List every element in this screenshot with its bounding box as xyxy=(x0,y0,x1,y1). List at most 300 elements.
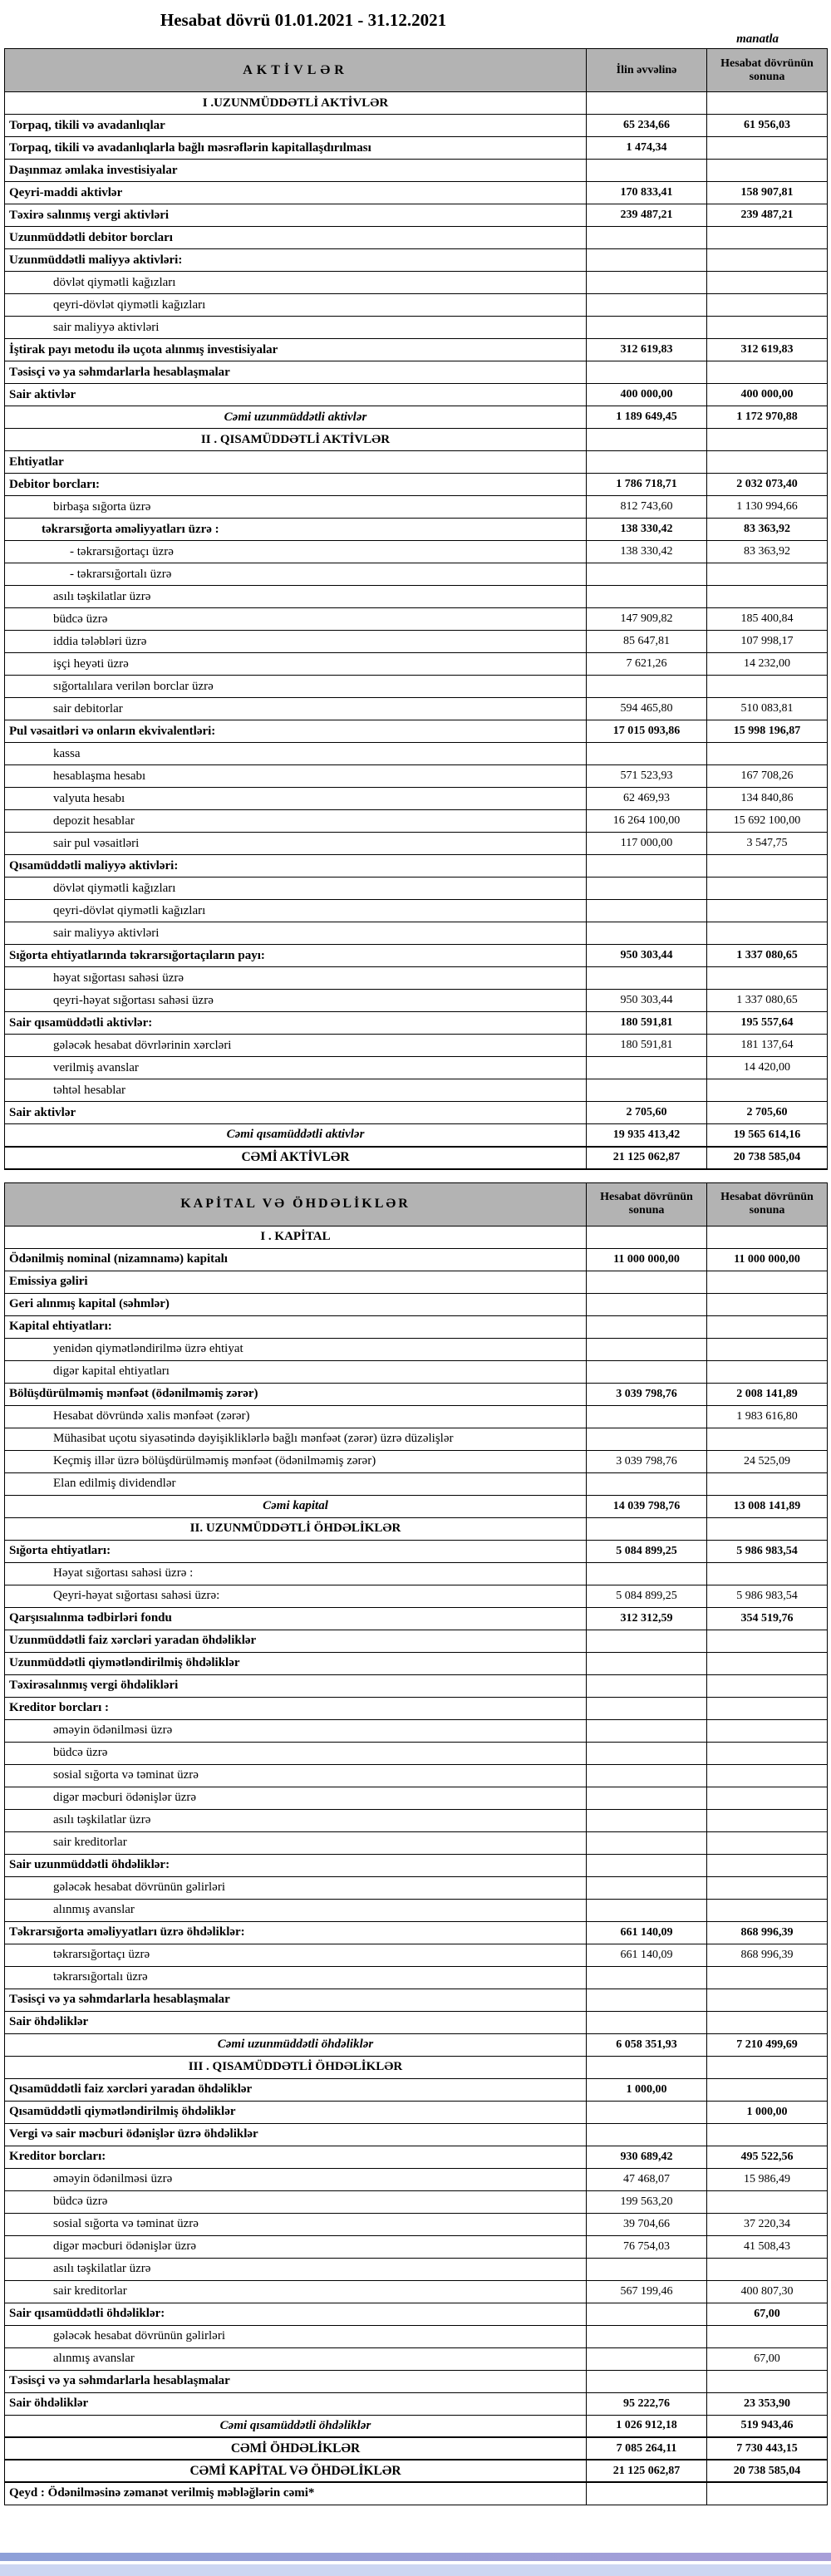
row-value-col2: 400 000,00 xyxy=(707,384,828,406)
row-value-col1: 117 000,00 xyxy=(587,833,707,855)
table-row xyxy=(5,833,828,855)
row-value-col1: 930 689,42 xyxy=(587,2146,707,2168)
row-label: sair debitorlar xyxy=(5,698,587,720)
row-value-col1: 199 563,20 xyxy=(587,2190,707,2213)
row-value-col1 xyxy=(587,294,707,317)
row-value-col1: 661 140,09 xyxy=(587,1921,707,1944)
row-label: alınmış avanslar xyxy=(5,2347,587,2370)
row-value-col1 xyxy=(587,967,707,990)
table-row xyxy=(5,1742,828,1764)
row-value-col2 xyxy=(707,1562,828,1585)
table-row xyxy=(5,1562,828,1585)
row-label: Kapital ehtiyatları: xyxy=(5,1315,587,1338)
table-row xyxy=(5,743,828,765)
row-value-col1: 39 704,66 xyxy=(587,2213,707,2235)
table-row xyxy=(5,2078,828,2101)
note-row xyxy=(5,2482,828,2505)
row-label: Qısamüddətli qiymətləndirilmiş öhdəliklər xyxy=(5,2101,587,2123)
row-value-col2 xyxy=(707,1271,828,1293)
row-value-col1 xyxy=(587,2011,707,2033)
table-row xyxy=(5,810,828,833)
row-value-col2 xyxy=(707,451,828,474)
row-label: III . QISAMÜDDƏTLİ ÖHDƏLİKLƏR xyxy=(5,2056,587,2078)
row-value-col1 xyxy=(587,855,707,878)
row-label: Qısamüddətli faiz xərcləri yaradan öhdəliklər xyxy=(5,2078,587,2101)
table-row xyxy=(5,294,828,317)
table-row xyxy=(5,698,828,720)
row-value-col1: 95 222,76 xyxy=(587,2392,707,2415)
row-value-col1 xyxy=(587,1428,707,1450)
table-row xyxy=(5,1057,828,1079)
table-row xyxy=(5,1787,828,1809)
row-value-col2: 15 692 100,00 xyxy=(707,810,828,833)
row-value-col2: 14 420,00 xyxy=(707,1057,828,1079)
table-row xyxy=(5,1248,828,1271)
table-row xyxy=(5,1944,828,1966)
row-label: Daşınmaz əmlaka investisiyalar xyxy=(5,160,587,182)
row-label: Sair aktivlər xyxy=(5,1102,587,1124)
table-row xyxy=(5,339,828,361)
row-value-col2 xyxy=(707,1854,828,1876)
row-value-col2: 15 998 196,87 xyxy=(707,720,828,743)
liabilities-header-col1: Hesabat dövrünün sonuna xyxy=(587,1182,707,1226)
table-row xyxy=(5,204,828,227)
row-value-col2 xyxy=(707,92,828,115)
table-row xyxy=(5,1899,828,1921)
row-label: həyat sığortası sahəsi üzrə xyxy=(5,967,587,990)
row-value-col2: 24 525,09 xyxy=(707,1450,828,1472)
row-value-col1: 661 140,09 xyxy=(587,1944,707,1966)
row-label: - təkrarsığortalı üzrə xyxy=(5,563,587,586)
row-value-col2 xyxy=(707,878,828,900)
table-row xyxy=(5,1450,828,1472)
table-row xyxy=(5,676,828,698)
footer-stripe-secondary xyxy=(0,2564,831,2576)
row-value-col2 xyxy=(707,1630,828,1652)
row-value-col1 xyxy=(587,227,707,249)
row-value-col1 xyxy=(587,1517,707,1540)
row-label: CƏMİ AKTİVLƏR xyxy=(5,1147,587,1169)
row-value-col2: 2 008 141,89 xyxy=(707,1383,828,1405)
row-label: iddia tələbləri üzrə xyxy=(5,631,587,653)
row-value-col1 xyxy=(587,2056,707,2078)
row-value-col2 xyxy=(707,1966,828,1989)
row-label: sığortalılara verilən borclar üzrə xyxy=(5,676,587,698)
table-row xyxy=(5,541,828,563)
assets-header-label: AKTİVLƏR xyxy=(5,49,587,92)
row-label: gələcək hesabat dövrünün gəlirləri xyxy=(5,1876,587,1899)
row-value-col1: 239 487,21 xyxy=(587,204,707,227)
table-row xyxy=(5,586,828,608)
total-row xyxy=(5,1124,828,1147)
table-row xyxy=(5,2190,828,2213)
row-label: Uzunmüddətli qiymətləndirilmiş öhdəliklər xyxy=(5,1652,587,1674)
row-value-col2 xyxy=(707,1360,828,1383)
row-value-col1: 2 705,60 xyxy=(587,1102,707,1124)
assets-header-col1: İlin əvvəlinə xyxy=(587,49,707,92)
row-value-col1: 1 786 718,71 xyxy=(587,474,707,496)
row-label: Cəmi uzunmüddətli öhdəliklər xyxy=(5,2033,587,2056)
row-label: Ödənilmiş nominal (nizamnamə) kapitalı xyxy=(5,1248,587,1271)
row-value-col1 xyxy=(587,1405,707,1428)
currency-note: manatla xyxy=(736,32,779,46)
table-row xyxy=(5,2392,828,2415)
row-label: Təsisçi və ya səhmdarlarla hesablaşmalar xyxy=(5,1989,587,2011)
row-value-col2: 495 522,56 xyxy=(707,2146,828,2168)
row-value-col1 xyxy=(587,1764,707,1787)
row-value-col2: 2 032 073,40 xyxy=(707,474,828,496)
row-value-col1 xyxy=(587,1338,707,1360)
row-label: təkrarsığorta əməliyyatları üzrə : xyxy=(5,519,587,541)
table-row xyxy=(5,1293,828,1315)
row-value-col1: 7 085 264,11 xyxy=(587,2437,707,2460)
row-value-col2: 195 557,64 xyxy=(707,1012,828,1035)
row-value-col1: 812 743,60 xyxy=(587,496,707,519)
row-value-col2 xyxy=(707,1338,828,1360)
liabilities-header-col2: Hesabat dövrünün sonuna xyxy=(707,1182,828,1226)
row-value-col2: 67,00 xyxy=(707,2303,828,2325)
row-value-col2 xyxy=(707,586,828,608)
row-value-col2: 13 008 141,89 xyxy=(707,1495,828,1517)
row-label: Uzunmüddətli faiz xərcləri yaradan öhdəliklər xyxy=(5,1630,587,1652)
row-value-col2: 7 210 499,69 xyxy=(707,2033,828,2056)
row-value-col1: 21 125 062,87 xyxy=(587,1147,707,1169)
row-value-col2 xyxy=(707,2078,828,2101)
row-value-col2 xyxy=(707,1719,828,1742)
row-value-col2 xyxy=(707,563,828,586)
row-value-col2 xyxy=(707,1831,828,1854)
row-value-col1: 76 754,03 xyxy=(587,2235,707,2258)
table-row xyxy=(5,1315,828,1338)
row-label: Cəmi uzunmüddətli aktivlər xyxy=(5,406,587,429)
table-row xyxy=(5,182,828,204)
assets-table-header-row xyxy=(5,49,828,92)
row-value-col1: 180 591,81 xyxy=(587,1012,707,1035)
table-row xyxy=(5,1271,828,1293)
row-label: alınmış avanslar xyxy=(5,1899,587,1921)
row-label: Cəmi qısamüddətli aktivlər xyxy=(5,1124,587,1147)
row-label: əməyin ödənilməsi üzrə xyxy=(5,2168,587,2190)
table-row xyxy=(5,2213,828,2235)
row-value-col1: 594 465,80 xyxy=(587,698,707,720)
row-value-col2 xyxy=(707,1517,828,1540)
assets-table xyxy=(4,48,828,1170)
row-value-col2 xyxy=(707,1809,828,1831)
row-value-col2 xyxy=(707,227,828,249)
row-value-col2 xyxy=(707,1428,828,1450)
row-value-col1 xyxy=(587,1719,707,1742)
row-value-col2 xyxy=(707,1742,828,1764)
row-value-col2: 181 137,64 xyxy=(707,1035,828,1057)
row-label: I .UZUNMÜDDƏTLİ AKTİVLƏR xyxy=(5,92,587,115)
row-value-col1: 85 647,81 xyxy=(587,631,707,653)
row-value-col2 xyxy=(707,272,828,294)
row-value-col2 xyxy=(707,294,828,317)
row-value-col2: 7 730 443,15 xyxy=(707,2437,828,2460)
row-value-col2: 20 738 585,04 xyxy=(707,1147,828,1169)
row-value-col1: 567 199,46 xyxy=(587,2280,707,2303)
row-value-col1 xyxy=(587,1697,707,1719)
row-value-col2: 510 083,81 xyxy=(707,698,828,720)
table-row xyxy=(5,900,828,922)
table-row xyxy=(5,855,828,878)
row-label: Sığorta ehtiyatları: xyxy=(5,1540,587,1562)
row-label: Elan edilmiş dividendlər xyxy=(5,1472,587,1495)
row-value-col2: 1 983 616,80 xyxy=(707,1405,828,1428)
table-row xyxy=(5,608,828,631)
row-value-col1: 17 015 093,86 xyxy=(587,720,707,743)
row-value-col2: 83 363,92 xyxy=(707,541,828,563)
row-label: hesablaşma hesabı xyxy=(5,765,587,788)
row-label: Vergi və sair məcburi ödənişlər üzrə öhdəliklər xyxy=(5,2123,587,2146)
row-value-col1 xyxy=(587,1966,707,1989)
table-row xyxy=(5,922,828,945)
row-label: Təkrarsığorta əməliyyatları üzrə öhdəliklər: xyxy=(5,1921,587,1944)
row-value-col2: 185 400,84 xyxy=(707,608,828,631)
row-value-col2: 2 705,60 xyxy=(707,1102,828,1124)
row-value-col2: 1 000,00 xyxy=(707,2101,828,2123)
assets-header-col2: Hesabat dövrünün sonuna xyxy=(707,49,828,92)
table-row xyxy=(5,227,828,249)
row-value-col2 xyxy=(707,1899,828,1921)
row-value-col2 xyxy=(707,137,828,160)
row-label: Kreditor borcları: xyxy=(5,2146,587,2168)
table-row xyxy=(5,1607,828,1630)
row-value-col1: 147 909,82 xyxy=(587,608,707,631)
table-row xyxy=(5,451,828,474)
table-row xyxy=(5,496,828,519)
row-value-col2: 1 130 994,66 xyxy=(707,496,828,519)
row-label: sair maliyyə aktivləri xyxy=(5,317,587,339)
row-value-col1 xyxy=(587,317,707,339)
row-label: sair kreditorlar xyxy=(5,1831,587,1854)
table-row xyxy=(5,1652,828,1674)
row-value-col2 xyxy=(707,1226,828,1248)
table-row xyxy=(5,1079,828,1102)
row-value-col2 xyxy=(707,1787,828,1809)
row-label: CƏMİ KAPİTAL VƏ ÖHDƏLİKLƏR xyxy=(5,2460,587,2482)
table-row xyxy=(5,272,828,294)
row-value-col1 xyxy=(587,92,707,115)
table-row xyxy=(5,2280,828,2303)
table-row xyxy=(5,115,828,137)
row-value-col1 xyxy=(587,451,707,474)
row-value-col2 xyxy=(707,160,828,182)
row-value-col1: 6 058 351,93 xyxy=(587,2033,707,2056)
row-value-col1: 1 474,34 xyxy=(587,137,707,160)
table-row xyxy=(5,720,828,743)
section-header-row xyxy=(5,1226,828,1248)
row-value-col1 xyxy=(587,2258,707,2280)
row-value-col1: 1 189 649,45 xyxy=(587,406,707,429)
row-label: digər kapital ehtiyatları xyxy=(5,1360,587,1383)
row-label: Qarşısıalınma tədbirləri fondu xyxy=(5,1607,587,1630)
liabilities-header-label: KAPİTAL VƏ ÖHDƏLİKLƏR xyxy=(5,1182,587,1226)
table-row xyxy=(5,1035,828,1057)
row-label: Uzunmüddətli debitor borcları xyxy=(5,227,587,249)
row-value-col1: 16 264 100,00 xyxy=(587,810,707,833)
row-value-col2 xyxy=(707,2123,828,2146)
row-label: sair maliyyə aktivləri xyxy=(5,922,587,945)
table-row xyxy=(5,2370,828,2392)
row-value-col2: 134 840,86 xyxy=(707,788,828,810)
row-value-col2 xyxy=(707,855,828,878)
row-value-col2: 239 487,21 xyxy=(707,204,828,227)
table-row xyxy=(5,2303,828,2325)
row-value-col1 xyxy=(587,1809,707,1831)
row-value-col1 xyxy=(587,1315,707,1338)
row-value-col1 xyxy=(587,429,707,451)
row-value-col2 xyxy=(707,1293,828,1315)
row-value-col1: 47 468,07 xyxy=(587,2168,707,2190)
row-value-col1: 950 303,44 xyxy=(587,990,707,1012)
page-footer xyxy=(0,2553,831,2576)
table-row xyxy=(5,384,828,406)
row-value-col2: 107 998,17 xyxy=(707,631,828,653)
row-label: Torpaq, tikili və avadanlıqlar xyxy=(5,115,587,137)
total-row xyxy=(5,1147,828,1169)
row-value-col1: 65 234,66 xyxy=(587,115,707,137)
table-row xyxy=(5,474,828,496)
row-label: işçi heyəti üzrə xyxy=(5,653,587,676)
row-value-col1 xyxy=(587,2325,707,2347)
row-value-col2 xyxy=(707,1472,828,1495)
row-value-col1 xyxy=(587,1742,707,1764)
table-row xyxy=(5,1764,828,1787)
row-value-col1: 312 619,83 xyxy=(587,339,707,361)
row-value-col2 xyxy=(707,2056,828,2078)
row-label: Təxirə salınmış vergi aktivləri xyxy=(5,204,587,227)
row-label: qeyri-dövlət qiymətli kağızları xyxy=(5,294,587,317)
row-label: verilmiş avanslar xyxy=(5,1057,587,1079)
row-value-col2: 868 996,39 xyxy=(707,1944,828,1966)
row-value-col1 xyxy=(587,2123,707,2146)
row-value-col1 xyxy=(587,1876,707,1899)
row-value-col2 xyxy=(707,317,828,339)
table-row xyxy=(5,1921,828,1944)
table-row xyxy=(5,249,828,272)
table-gap xyxy=(4,1170,827,1182)
table-row xyxy=(5,1854,828,1876)
row-label: II. UZUNMÜDDƏTLİ ÖHDƏLİKLƏR xyxy=(5,1517,587,1540)
row-label: Sair öhdəliklər xyxy=(5,2392,587,2415)
row-label: təhtəl hesablar xyxy=(5,1079,587,1102)
row-value-col1 xyxy=(587,1899,707,1921)
row-label: asılı təşkilatlar üzrə xyxy=(5,1809,587,1831)
row-value-col2: 14 232,00 xyxy=(707,653,828,676)
row-label: Həyat sığortası sahəsi üzrə : xyxy=(5,1562,587,1585)
row-value-col1 xyxy=(587,2370,707,2392)
row-value-col1 xyxy=(587,922,707,945)
table-row xyxy=(5,1383,828,1405)
row-label: birbaşa sığorta üzrə xyxy=(5,496,587,519)
row-value-col1: 62 469,93 xyxy=(587,788,707,810)
total-row xyxy=(5,1495,828,1517)
row-value-col1 xyxy=(587,1079,707,1102)
row-label: - təkrarsığortaçı üzrə xyxy=(5,541,587,563)
row-value-col1 xyxy=(587,1674,707,1697)
row-label: Ehtiyatlar xyxy=(5,451,587,474)
row-label: depozit hesablar xyxy=(5,810,587,833)
table-row xyxy=(5,2101,828,2123)
table-row xyxy=(5,1966,828,1989)
table-row xyxy=(5,563,828,586)
table-row xyxy=(5,945,828,967)
row-value-col2: 37 220,34 xyxy=(707,2213,828,2235)
table-row xyxy=(5,519,828,541)
table-row xyxy=(5,2011,828,2033)
row-label: Sair aktivlər xyxy=(5,384,587,406)
row-value-col1: 19 935 413,42 xyxy=(587,1124,707,1147)
row-value-col1 xyxy=(587,272,707,294)
row-label: təkrarsığortalı üzrə xyxy=(5,1966,587,1989)
row-value-col1 xyxy=(587,1831,707,1854)
row-value-col2 xyxy=(707,429,828,451)
row-value-col2 xyxy=(707,1989,828,2011)
row-value-col2 xyxy=(707,1876,828,1899)
row-value-col1: 312 312,59 xyxy=(587,1607,707,1630)
row-value-col1 xyxy=(587,1271,707,1293)
row-value-col1 xyxy=(587,1472,707,1495)
row-label: yenidən qiymətləndirilmə üzrə ehtiyat xyxy=(5,1338,587,1360)
row-value-col1 xyxy=(587,1057,707,1079)
row-label: Debitor borcları: xyxy=(5,474,587,496)
row-value-col2 xyxy=(707,900,828,922)
row-value-col1 xyxy=(587,249,707,272)
row-value-col2: 83 363,92 xyxy=(707,519,828,541)
row-label: digər məcburi ödənişlər üzrə xyxy=(5,1787,587,1809)
row-label: büdcə üzrə xyxy=(5,2190,587,2213)
row-value-col2 xyxy=(707,922,828,945)
row-value-col2: 158 907,81 xyxy=(707,182,828,204)
row-label: II . QISAMÜDDƏTLİ AKTİVLƏR xyxy=(5,429,587,451)
row-value-col1 xyxy=(587,1652,707,1674)
row-value-col1 xyxy=(587,878,707,900)
row-label: Qeyri-həyat sığortası sahəsi üzrə: xyxy=(5,1585,587,1607)
row-label: Bölüşdürülməmiş mənfəət (ödənilməmiş zərər) xyxy=(5,1383,587,1405)
table-row xyxy=(5,765,828,788)
row-label: əməyin ödənilməsi üzrə xyxy=(5,1719,587,1742)
table-row xyxy=(5,967,828,990)
row-label: asılı təşkilatlar üzrə xyxy=(5,2258,587,2280)
row-label: Hesabat dövründə xalis mənfəət (zərər) xyxy=(5,1405,587,1428)
row-value-col2: 354 519,76 xyxy=(707,1607,828,1630)
row-value-col2 xyxy=(707,2325,828,2347)
row-value-col1 xyxy=(587,676,707,698)
row-label: Emissiya gəliri xyxy=(5,1271,587,1293)
table-row xyxy=(5,788,828,810)
row-value-col1: 400 000,00 xyxy=(587,384,707,406)
row-value-col2: 61 956,03 xyxy=(707,115,828,137)
row-value-col2 xyxy=(707,1315,828,1338)
row-label: büdcə üzrə xyxy=(5,1742,587,1764)
row-label: qeyri-dövlət qiymətli kağızları xyxy=(5,900,587,922)
row-label: büdcə üzrə xyxy=(5,608,587,631)
row-value-col1: 1 026 912,18 xyxy=(587,2415,707,2437)
row-label: Təsisçi və ya səhmdarlarla hesablaşmalar xyxy=(5,361,587,384)
table-row xyxy=(5,2347,828,2370)
row-value-col2: 519 943,46 xyxy=(707,2415,828,2437)
table-row xyxy=(5,1360,828,1383)
row-value-col1 xyxy=(587,900,707,922)
row-value-col1: 5 084 899,25 xyxy=(587,1540,707,1562)
row-value-col2 xyxy=(707,1652,828,1674)
row-value-col2: 5 986 983,54 xyxy=(707,1540,828,1562)
row-value-col2: 1 172 970,88 xyxy=(707,406,828,429)
table-row xyxy=(5,1630,828,1652)
row-label: asılı təşkilatlar üzrə xyxy=(5,586,587,608)
table-row xyxy=(5,1102,828,1124)
